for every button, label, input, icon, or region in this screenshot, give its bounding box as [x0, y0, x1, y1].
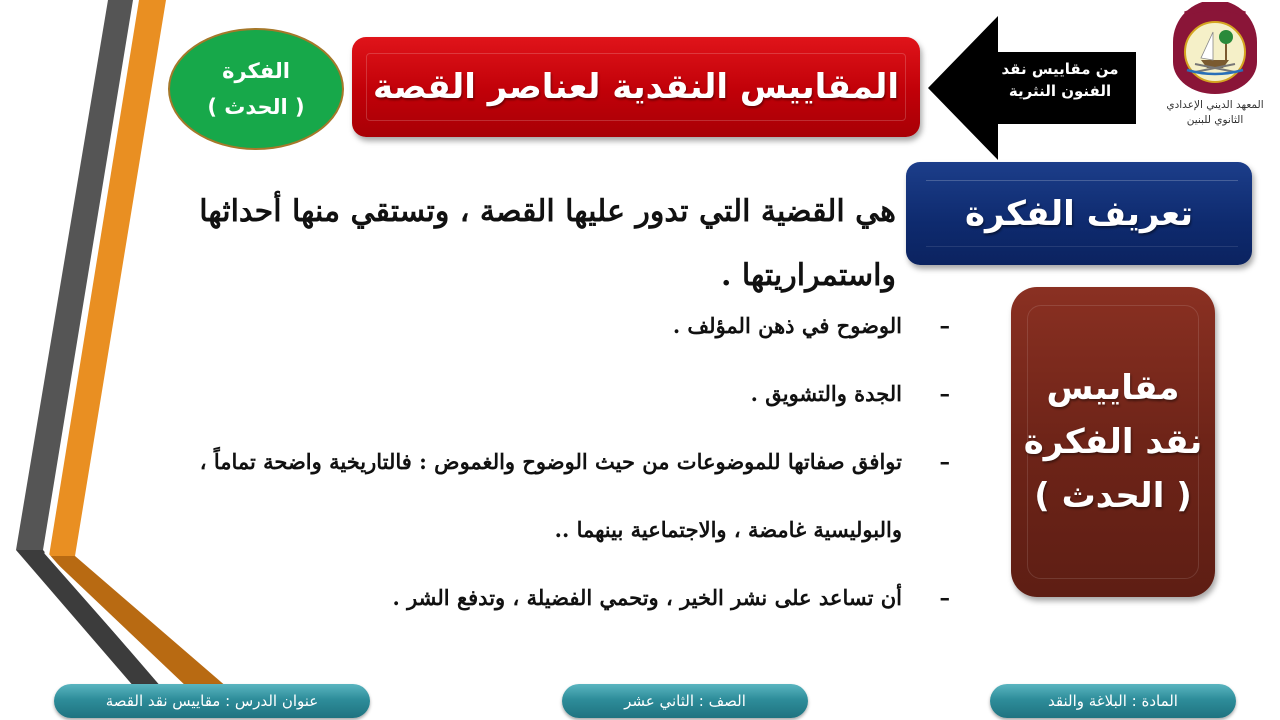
arrow-label: [990, 58, 1130, 102]
criteria-heading-line-3: ( الحدث ): [1034, 476, 1192, 516]
definition-heading-box: [906, 162, 1252, 265]
bullet-dash: –: [939, 449, 950, 474]
definition-heading: تعريف الفكرة: [964, 193, 1194, 234]
criteria-text-continuation: والبوليسية غامضة ، والاجتماعية بينهما ..: [554, 517, 902, 542]
topic-oval-line-2: ( الحدث ): [207, 95, 305, 119]
criteria-heading-line-2: نقد الفكرة: [1023, 422, 1203, 462]
criteria-text: الجدة والتشويق .: [750, 381, 902, 406]
list-item: [190, 564, 960, 632]
topic-oval: [168, 28, 344, 150]
qatar-ministry-logo: [1160, 2, 1270, 136]
criteria-heading-line-1: مقاييس: [1046, 368, 1180, 408]
topic-oval-line-1: الفكرة: [222, 59, 290, 83]
definition-text: هي القضية التي تدور عليها القصة ، وتستقي منها أحداثها واستمراريتها .: [199, 194, 896, 293]
school-name-line-2: الثانوي للبنين: [1186, 114, 1244, 126]
slide-title-box: [352, 37, 920, 137]
bullet-dash: –: [939, 381, 950, 406]
arrow-label-line-1: من مقاييس نقد: [1001, 60, 1119, 78]
arrow-label-line-2: الفنون النثرية: [1008, 82, 1112, 100]
criteria-text: أن تساعد على نشر الخير ، وتحمي الفضيلة ، وتدفع الشر .: [392, 585, 902, 610]
criteria-heading-box: [1011, 287, 1215, 597]
bullet-dash: –: [939, 313, 950, 338]
bullet-dash: –: [939, 585, 950, 610]
criteria-list: [190, 292, 960, 632]
slide-title: المقاييس النقدية لعناصر القصة: [372, 67, 900, 107]
footer-subject: المادة : البلاغة والنقد: [990, 684, 1236, 718]
footer-grade: الصف : الثاني عشر: [562, 684, 808, 718]
criteria-heading: [1024, 361, 1203, 523]
qatar-emblem-icon: [1165, 2, 1265, 94]
footer-lesson-title: عنوان الدرس : مقاييس نقد القصة: [54, 684, 370, 718]
list-item: [190, 292, 960, 360]
list-item: [190, 360, 960, 428]
school-name-line-1: المعهد الديني الإعدادي: [1166, 99, 1264, 111]
criteria-text: توافق صفاتها للموضوعات من حيث الوضوح والغموض : فالتاريخية واضحة تماماً ،: [199, 449, 902, 474]
list-item: [190, 428, 960, 496]
criteria-text: الوضوح في ذهن المؤلف .: [672, 313, 902, 338]
